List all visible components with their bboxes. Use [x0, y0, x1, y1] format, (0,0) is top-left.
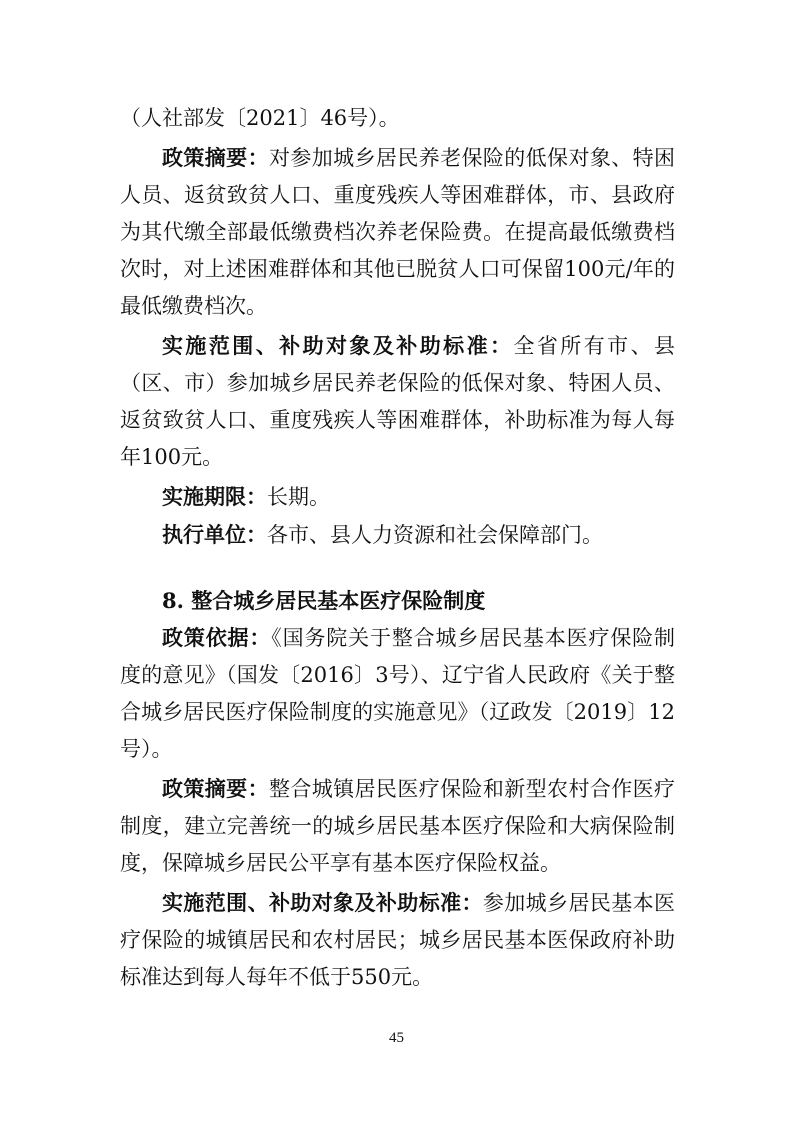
- page-number: 45: [389, 1030, 404, 1046]
- policy8-scope-label: 实施范围、补助对象及补助标准：: [162, 890, 483, 915]
- policy8-basis: [120, 619, 675, 768]
- policy8-basis-text: 《国务院关于整合城乡居民基本医疗保险制度的意见》（国发〔2016〕3号）、辽宁省人民政府《关于整合城乡居民医疗保险制度的实施意见》（辽政发〔2019〕12号）。: [120, 626, 676, 761]
- policy8-scope-text: 参加城乡居民基本医疗保险的城镇居民和农村居民；城乡居民基本医保政府补助标准达到每人每年不低于550元。: [120, 891, 676, 989]
- policy7-period-label: 实施期限：: [162, 484, 267, 509]
- policy7-unit-label: 执行单位：: [162, 522, 267, 547]
- policy7-unit-text: 各市、县人力资源和社会保障部门。: [267, 523, 603, 547]
- policy8-summary-label: 政策摘要：: [162, 776, 269, 801]
- policy7-scope: [120, 327, 675, 476]
- policy8-scope: [120, 884, 675, 996]
- policy7-unit: [120, 516, 675, 554]
- policy7-summary-text: 对参加城乡居民养老保险的低保对象、特困人员、返贫致贫人口、重度残疾人等困难群体，市、县政府为其代缴全部最低缴费档次养老保险费。在提高最低缴费档次时，对上述困难群体和其他已脱贫人口可保留100元/年的最低缴费档次。: [120, 146, 676, 318]
- page-content: [120, 100, 675, 996]
- policy7-period: [120, 478, 675, 516]
- policy7-summary: [120, 139, 675, 325]
- policy7-scope-label: 实施范围、补助对象及补助标准：: [162, 333, 514, 358]
- policy7-scope-text: 全省所有市、县（区、市）参加城乡居民养老保险的低保对象、特困人员、返贫致贫人口、重度残疾人等困难群体，补助标准为每人每年100元。: [120, 334, 676, 469]
- policy8-title: 8. 整合城乡居民基本医疗保险制度: [162, 588, 486, 613]
- policy8-summary-text: 整合城镇居民医疗保险和新型农村合作医疗制度，建立完善统一的城乡居民基本医疗保险和大病保险制度，保障城乡居民公平享有基本医疗保险权益。: [120, 777, 676, 875]
- policy8-summary: [120, 770, 675, 882]
- policy7-summary-label: 政策摘要：: [162, 145, 269, 170]
- policy7-period-text: 长期。: [267, 485, 330, 509]
- continuation-line: （人社部发〔2021〕46号）。: [120, 106, 400, 130]
- policy8-basis-label: 政策依据：: [162, 625, 272, 650]
